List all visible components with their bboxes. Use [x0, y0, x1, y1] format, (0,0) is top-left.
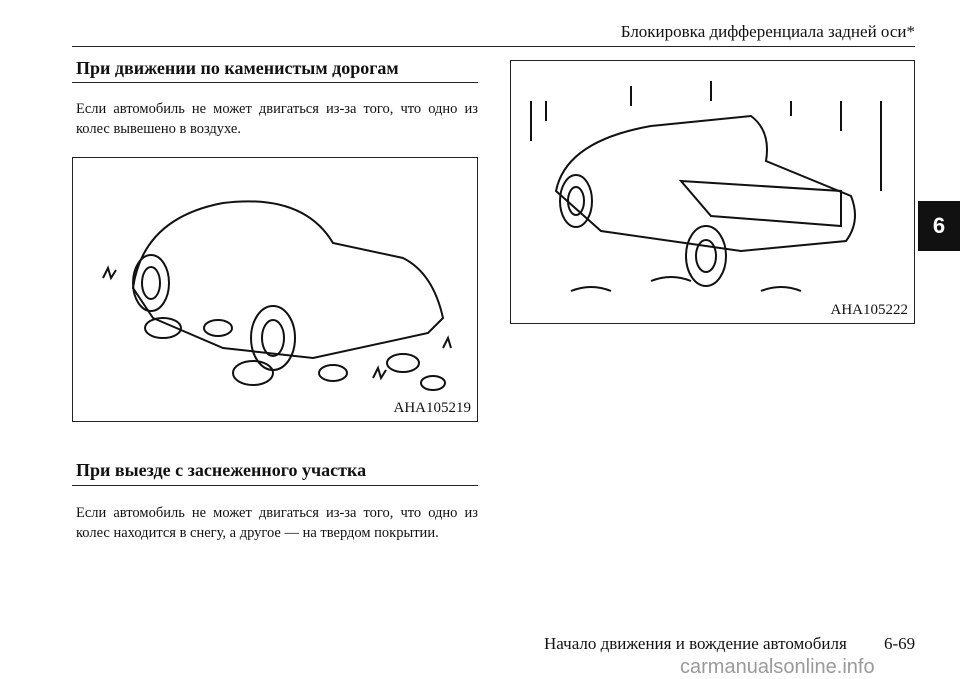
running-header: Блокировка дифференциала задней оси* — [620, 22, 915, 41]
chapter-tab[interactable]: 6 — [918, 201, 960, 251]
heading-underline — [72, 82, 478, 83]
figure-car-on-rocks — [72, 157, 478, 422]
watermark: carmanualsonline.info — [680, 656, 875, 678]
header-divider — [72, 46, 915, 47]
car-on-rocks-illustration — [73, 158, 479, 423]
section-heading-rocky: При движении по каменистым дорогам — [76, 58, 399, 78]
page-number: 6-69 — [884, 634, 916, 653]
section-heading-snow: При выезде с заснеженного участка — [76, 460, 367, 480]
footer-chapter-title: Начало движения и вождение автомобиля — [544, 634, 847, 653]
paragraph-rocky: Если автомобиль не может двигаться из-за того, что одно из колес вывешено в воздухе. — [76, 101, 478, 137]
heading-underline — [72, 485, 478, 486]
figure-code: AHA105219 — [393, 400, 471, 416]
car-in-snow-illustration — [511, 61, 916, 325]
figure-car-in-snow — [510, 60, 915, 324]
figure-code: AHA105222 — [830, 302, 908, 318]
paragraph-snow: Если автомобиль не может двигаться из-за того, что одно из колес находится в снегу, а другое — на твердом покрытии. — [76, 505, 478, 541]
